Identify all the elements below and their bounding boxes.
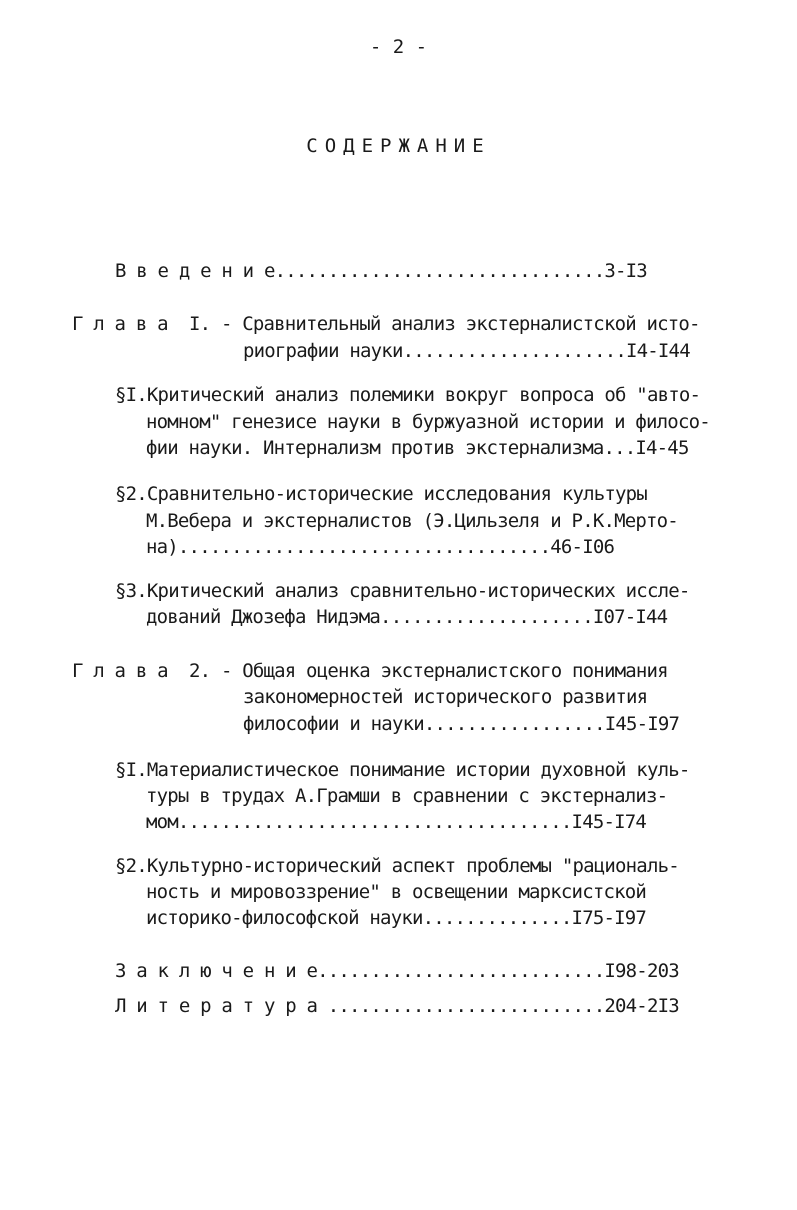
- toc-entry-literature: Л и т е р а т у р а ..........................204-2I3: [115, 995, 679, 1017]
- toc-entry-ch1-section-1-cont: фии науки. Интернализм против экстернализма...I4-45: [146, 437, 689, 459]
- page-title: СОДЕРЖАНИЕ: [306, 135, 491, 157]
- toc-entry-chapter-2-cont: философии и науки.................I45-I97: [243, 713, 680, 735]
- toc-entry-ch2-section-1-cont: мом.....................................I45-I74: [146, 811, 647, 833]
- toc-entry-ch2-section-2-cont: историко-философской науки..............I75-I97: [146, 907, 647, 929]
- toc-entry-ch1-section-1-cont: номном" генезисе науки в буржуазной истории и филосо-: [146, 411, 710, 433]
- toc-entry-ch1-section-2-cont: М.Вебера и экстерналистов (Э.Цильзеля и Р.К.Мерто-: [146, 510, 678, 532]
- toc-entry-ch2-section-2: §2.Культурно-исторический аспект проблемы "рациональ-: [115, 855, 679, 877]
- page-number: - 2 -: [369, 36, 428, 58]
- toc-entry-chapter-2: Г л а в а 2. - Общая оценка экстерналистского понимания: [72, 660, 668, 682]
- toc-entry-introduction: В в е д е н и е...............................3-I3: [115, 260, 647, 282]
- toc-entry-ch1-section-1: §I.Критический анализ полемики вокруг вопроса об "авто-: [115, 384, 701, 406]
- toc-entry-ch1-section-3: §3.Критический анализ сравнительно-исторических иссле-: [115, 580, 690, 602]
- toc-entry-ch1-section-3-cont: дований Джозефа Нидэма....................I07-I44: [146, 606, 668, 628]
- toc-entry-chapter-2-cont: закономерностей исторического развития: [243, 686, 648, 708]
- toc-entry-ch1-section-2: §2.Сравнительно-исторические исследования культуры: [115, 483, 647, 505]
- toc-entry-ch2-section-2-cont: ность и мировоззрение" в освещении марксистской: [146, 881, 647, 903]
- toc-entry-ch2-section-1: §I.Материалистическое понимание истории духовной куль-: [115, 759, 690, 781]
- toc-entry-ch1-section-2-cont: на)...................................46-I06: [146, 536, 615, 558]
- toc-entry-ch2-section-1-cont: туры в трудах А.Грамши в сравнении с экстернализ-: [146, 785, 668, 807]
- toc-entry-chapter-1-cont: риографии науки.....................I4-I44: [243, 340, 690, 362]
- toc-entry-chapter-1: Г л а в а I. - Сравнительный анализ экстерналистской исто-: [72, 313, 700, 335]
- toc-entry-conclusion: З а к л ю ч е н и е...........................I98-203: [115, 960, 679, 982]
